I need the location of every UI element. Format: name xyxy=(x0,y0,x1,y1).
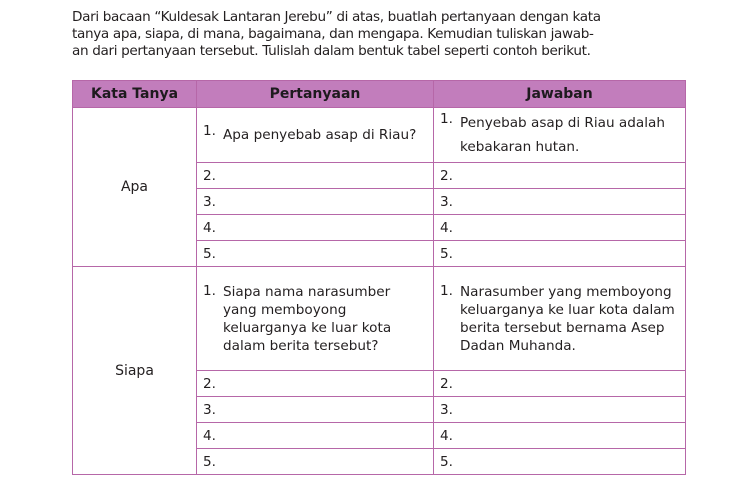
question-text xyxy=(223,454,427,470)
question-number: 3. xyxy=(203,401,216,418)
question-cell[interactable] xyxy=(197,215,434,241)
answer-cell[interactable] xyxy=(434,423,686,449)
question-number: 2. xyxy=(203,375,216,392)
question-text xyxy=(223,194,427,210)
question-answer-table xyxy=(72,80,686,475)
table-row xyxy=(73,267,686,371)
answer-number: 1. xyxy=(440,111,453,127)
answer-text xyxy=(460,194,679,210)
question-cell[interactable] xyxy=(197,241,434,267)
answer-number: 2. xyxy=(440,375,453,392)
question-cell[interactable] xyxy=(197,371,434,397)
question-text: Apa penyebab asap di Riau? xyxy=(223,127,417,143)
question-number: 4. xyxy=(203,427,216,444)
question-text xyxy=(223,428,427,444)
answer-cell[interactable] xyxy=(434,108,686,163)
question-cell[interactable] xyxy=(197,397,434,423)
instruction-text xyxy=(72,9,692,60)
answer-text xyxy=(460,428,679,444)
answer-cell[interactable] xyxy=(434,241,686,267)
answer-cell[interactable] xyxy=(434,215,686,241)
answer-number: 4. xyxy=(440,219,453,236)
instruction-line: Dari bacaan “Kuldesak Lantaran Jerebu” di atas, buatlah pertanyaan dengan kata xyxy=(72,9,601,25)
answer-cell[interactable] xyxy=(434,267,686,371)
header-kata-tanya: Kata Tanya xyxy=(73,81,197,108)
question-number: 3. xyxy=(203,193,216,210)
header-pertanyaan: Pertanyaan xyxy=(197,81,434,108)
question-number: 2. xyxy=(203,167,216,184)
answer-text xyxy=(460,376,679,392)
answer-text xyxy=(460,454,679,470)
question-cell[interactable] xyxy=(197,163,434,189)
question-text xyxy=(223,168,427,184)
answer-number: 1. xyxy=(440,282,453,299)
question-number: 1. xyxy=(203,282,216,299)
question-cell[interactable] xyxy=(197,423,434,449)
question-cell[interactable] xyxy=(197,449,434,475)
question-text: Siapa nama narasumber yang memboyong keluarganya ke luar kota dalam berita tersebut? xyxy=(223,283,392,354)
question-number: 4. xyxy=(203,219,216,236)
question-number: 5. xyxy=(203,453,216,470)
answer-cell[interactable] xyxy=(434,397,686,423)
question-text xyxy=(223,246,427,262)
answer-text xyxy=(460,402,679,418)
question-cell[interactable] xyxy=(197,267,434,371)
table-row xyxy=(73,108,686,163)
answer-text: Penyebab asap di Riau adalah kebakaran hutan. xyxy=(460,115,665,155)
kata-tanya-cell: Apa xyxy=(73,108,197,267)
answer-number: 4. xyxy=(440,427,453,444)
answer-number: 3. xyxy=(440,401,453,418)
question-cell[interactable] xyxy=(197,189,434,215)
kata-tanya-cell: Siapa xyxy=(73,267,197,475)
question-cell[interactable] xyxy=(197,108,434,163)
question-number: 1. xyxy=(203,123,216,139)
table-header-row xyxy=(73,81,686,108)
answer-cell[interactable] xyxy=(434,163,686,189)
answer-number: 3. xyxy=(440,193,453,210)
answer-number: 2. xyxy=(440,167,453,184)
instruction-line: an dari pertanyaan tersebut. Tulislah dalam bentuk tabel seperti contoh berikut. xyxy=(72,43,591,59)
question-text xyxy=(223,402,427,418)
answer-cell[interactable] xyxy=(434,449,686,475)
answer-cell[interactable] xyxy=(434,189,686,215)
question-text xyxy=(223,220,427,236)
instruction-line: tanya apa, siapa, di mana, bagaimana, dan mengapa. Kemudian tuliskan jawab- xyxy=(72,26,594,42)
answer-text xyxy=(460,246,679,262)
question-text xyxy=(223,376,427,392)
answer-text: Narasumber yang memboyong keluarganya ke luar kota dalam berita tersebut bernama Asep Dadan Muhanda. xyxy=(460,283,675,354)
answer-text xyxy=(460,220,679,236)
answer-number: 5. xyxy=(440,453,453,470)
header-jawaban: Jawaban xyxy=(434,81,686,108)
answer-cell[interactable] xyxy=(434,371,686,397)
question-number: 5. xyxy=(203,245,216,262)
answer-text xyxy=(460,168,679,184)
answer-number: 5. xyxy=(440,245,453,262)
